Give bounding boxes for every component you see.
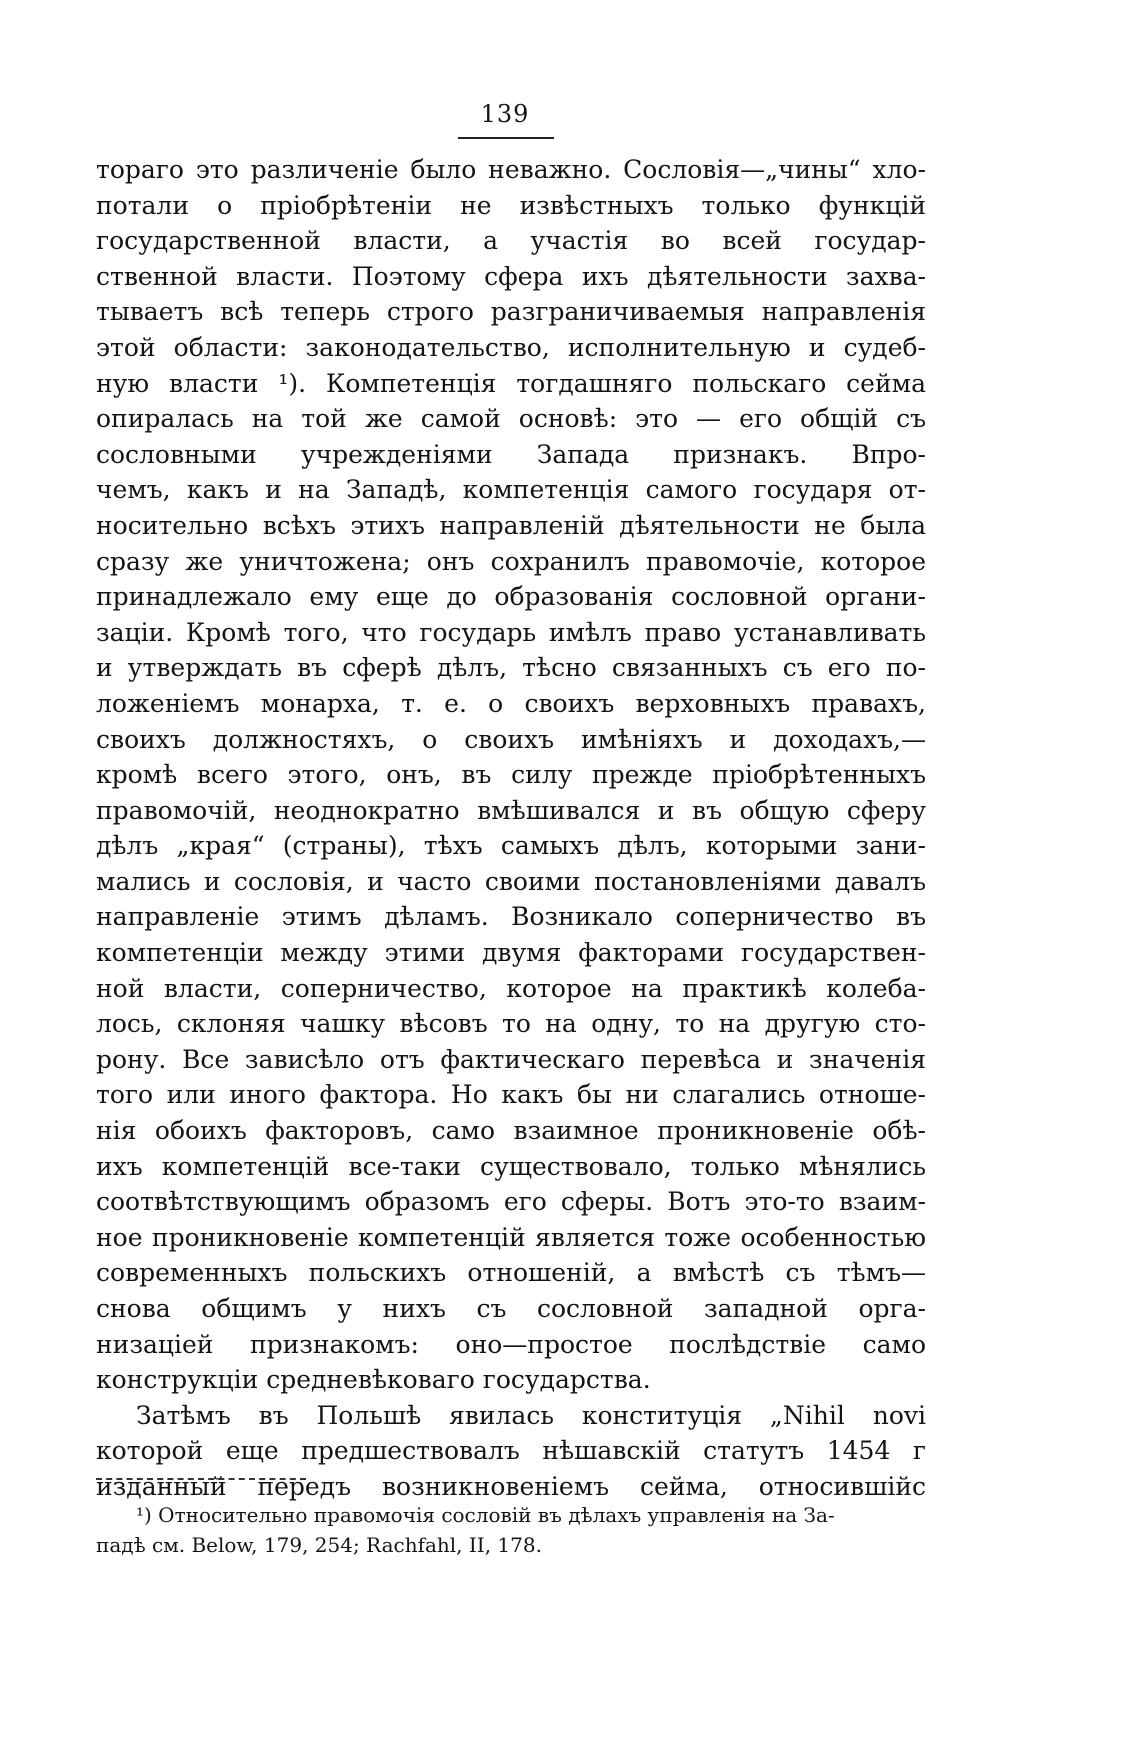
text-line: кромѣ всего этого, онъ, въ силу прежде прiобрѣтенныхъ <box>96 760 926 790</box>
text-line: тываетъ всѣ теперь строго разграничиваемыя направленiя <box>96 297 926 327</box>
text-line: ственной власти. Поэтому сфера ихъ дѣятельности захва- <box>96 261 926 291</box>
text-line: этой области: законодательство, исполнительную и судеб- <box>96 332 926 362</box>
text-line: мались и сословiя, и часто своими постановленiями давалъ <box>96 866 926 896</box>
footnote-line: ¹) Относительно правомочiя сословiй въ дѣлахъ управленiя на За- <box>136 1503 835 1527</box>
text-line: низацiей признакомъ: оно—простое послѣдствiе само <box>96 1329 926 1359</box>
text-line: чемъ, какъ и на Западѣ, компетенцiя самого государя от- <box>96 475 926 505</box>
text-line: носительно всѣхъ этихъ направленiй дѣятельности не была <box>96 510 926 540</box>
text-line: которой еще предшествовалъ нѣшавскiй статутъ 1454 г <box>96 1436 926 1466</box>
page-number-rule <box>458 137 554 139</box>
text-line: потали о прiобрѣтенiи не извѣстныхъ только функцiй <box>96 190 926 220</box>
text-line: нiя обоихъ факторовъ, само взаимное проникновенiе обѣ- <box>96 1116 926 1146</box>
text-line: дѣлъ „края“ (страны), тѣхъ самыхъ дѣлъ, которыми зани- <box>96 831 926 861</box>
text-line: тораго это различенiе было неважно. Сословiя—„чины“ хло- <box>96 155 926 184</box>
text-line: своихъ должностяхъ, о своихъ имѣнiяхъ и доходахъ,— <box>96 724 926 754</box>
text-line: лось, склоняя чашку вѣсовъ то на одну, то на другую сто- <box>96 1009 926 1039</box>
footnote-divider <box>96 1478 306 1480</box>
footnotes <box>96 1500 926 1560</box>
text-line: снова общимъ у нихъ съ сословной западной орга- <box>96 1294 926 1323</box>
text-line: компетенцiи между этими двумя факторами государствен- <box>96 938 926 968</box>
text-line: правомочiй, неоднократно вмѣшивался и въ общую сферу <box>96 795 926 825</box>
text-line: современныхъ польскихъ отношенiй, а вмѣстѣ съ тѣмъ— <box>96 1258 926 1288</box>
text-line: рону. Все зависѣло отъ фактическаго перевѣса и значенiя <box>96 1044 926 1074</box>
text-line: изданный передъ возникновенiемъ сейма, относившiйс <box>96 1471 926 1501</box>
text-line: опиралась на той же самой основѣ: это — его общiй съ <box>96 404 926 434</box>
text-line: и утверждать въ сферѣ дѣлъ, тѣсно связанныхъ съ его по- <box>96 653 926 683</box>
text-line: зацiи. Кромѣ того, что государь имѣлъ право устанавливать <box>96 617 926 647</box>
text-line: принадлежало ему еще до образованiя сословной органи- <box>96 582 926 612</box>
text-line: ную власти ¹). Компетенцiя тогдашняго польскаго сейма <box>96 368 926 398</box>
text-line: сословными учрежденiями Запада признакъ. Впро- <box>96 439 926 469</box>
text-line: того или иного фактора. Но какъ бы ни слагались отноше- <box>96 1080 926 1110</box>
text-line: направленiе этимъ дѣламъ. Возникало соперничество въ <box>96 902 926 932</box>
text-line: государственной власти, а участiя во всей государ- <box>96 226 926 256</box>
footnote-line: падѣ см. Below, 179, 254; Rachfahl, II, 178. <box>96 1533 542 1557</box>
text-line: ложенiемъ монарха, т. е. о своихъ верховныхъ правахъ, <box>96 688 926 718</box>
text-line: ной власти, соперничество, которое на практикѣ колеба- <box>96 973 926 1003</box>
text-line: конструкцiи средневѣковаго государства. <box>96 1365 651 1395</box>
text-line: ное проникновенiе компетенцiй является тоже особенностью <box>96 1222 926 1252</box>
text-line: соотвѣтствующимъ образомъ его сферы. Вотъ это-то взаим- <box>96 1187 926 1217</box>
text-line: Затѣмъ въ Польшѣ явилась конституцiя „Nihil novi <box>136 1400 926 1430</box>
text-line: сразу же уничтожена; онъ сохранилъ правомочiе, которое <box>96 546 926 576</box>
body-text <box>96 152 926 1505</box>
page-number: 139 <box>480 100 530 128</box>
text-line: ихъ компетенцiй все-таки существовало, только мѣнялись <box>96 1151 926 1181</box>
